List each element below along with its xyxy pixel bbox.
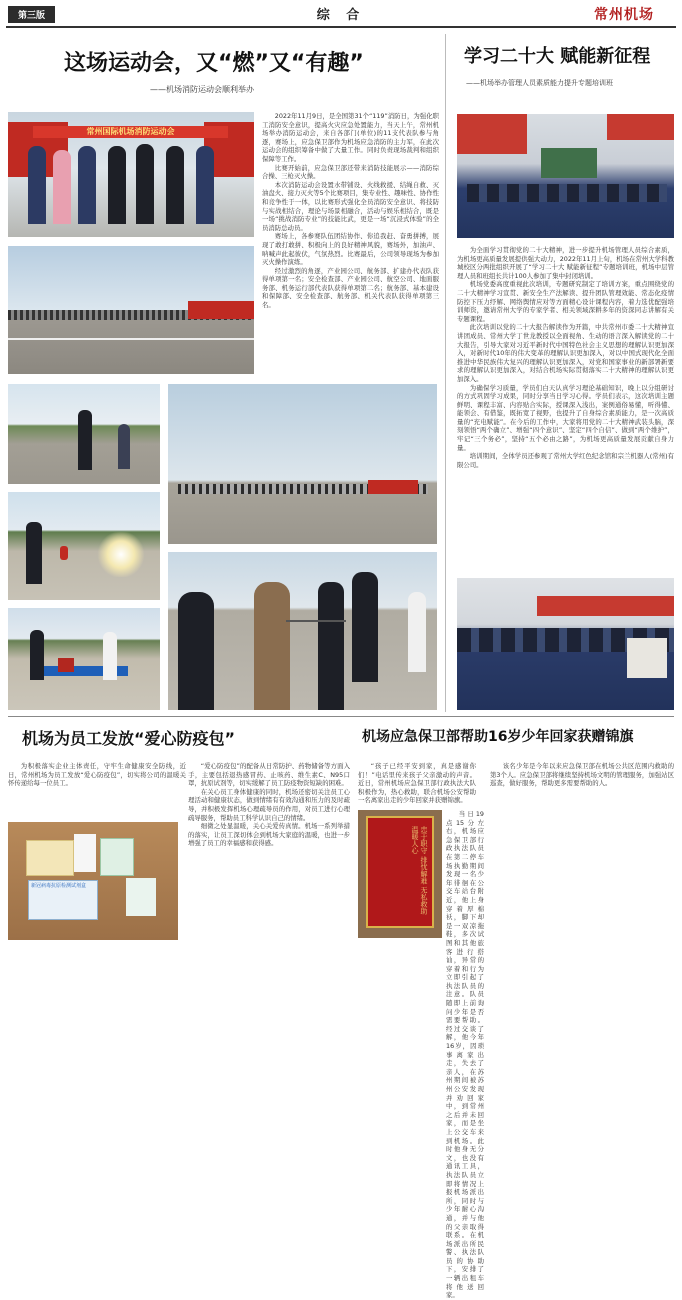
- photo-team-lineup: [8, 112, 254, 237]
- article3-paragraph: 为积极落实企业主体责任，守牢生命健康安全防线，近日，常州机场为员工发放“爱心防疫包”，切实将公司的温暖关怀传递给每一位员工。: [8, 762, 186, 788]
- article3-paragraph: “爱心防疫包”的配备从日常防护、药物储备等方面入手，主要包括退热感冒药、止咳药、维生素C、N95口罩，抗原试剂等，切实缓解了员工防疫物资短缺的困难。: [188, 762, 350, 788]
- article1-paragraph: 经过激烈的角逐，产业园公司、航务部、扩建办代表队获得单项第一名；安全检查部、产业园公司、航空公司、地面服务部、机务运行部代表队获得单项第二名；航务部、基本建设和保障部、安全检查部、航务部、机关代表队获得单项第三名。: [262, 266, 439, 310]
- article2-paragraph: 为确保学习质量，学员们白天认真学习理论基础知识，晚上以分组研讨的方式巩固学习成果，同时分享当日学习心得。学员们表示，这次培训主题鲜明、课程丰富、内容贴合实际，授课深入浅出，案例通俗易懂，听得懂、能领会、有借鉴，既拓宽了视野，也提升了自身综合素质能力，是一次高质量的“充电赋能”。在今后的工作中，大家将用党的二十大精神武装头脑，深刻领悟“两个确立”、增强“四个意识”、坚定“四个自信”、做到“两个维护”，牢记“三个务必”，坚持“五个必由之路”，为机场更高质量发展贡献自身力量。: [457, 383, 674, 452]
- event-banner: 常州国际机场消防运动会: [33, 126, 228, 138]
- photo-runner: [8, 384, 160, 484]
- article3-title: 机场为员工发放“爱心防疫包”: [22, 729, 236, 748]
- article2-subtitle: ——机场举办管理人员素质能力提升专题培训班: [466, 79, 613, 87]
- article1-paragraph: 本次消防运动会设置水带铺设、火线救援、结绳自救、灭油盘火、接力灭火等5个比赛项目，集专业性、趣味性、协作性和竞争性于一体，以比赛形式强化全员消防安全意识、将技防与实战相结合，理论与场景相融合，活动与娱乐相结合，既是一场“挑战消防专业”的技能比武，更是一场“沉浸式体验”的全员消防总动员。: [262, 180, 439, 232]
- header-rule: [6, 26, 676, 28]
- article3-paragraph: 在关心员工身体健康的同时，机场还密切关注员工心理活动和健康状态，做到情绪有有效沟通和压力的及时疏导，并积极发挥机场心理疏导员的作用，对员工进行心理疏导服务，帮助员工科学认识自己的情绪。: [188, 787, 350, 822]
- column-divider: [445, 34, 446, 712]
- photo-pennant: [358, 810, 442, 938]
- article2-title: 学习二十大 赋能新征程: [464, 46, 651, 67]
- pennant-line2: 无私救助 温暖人心: [411, 826, 428, 915]
- photo-care-package: [8, 822, 178, 940]
- photo-relay-race: [168, 384, 437, 544]
- article4-body-narrow: [446, 810, 484, 1300]
- article4-paragraph: “孩子已经平安到家，真是感谢你们！”电话里传来孩子父亲激动的声音。近日，常州机场应急保卫部行政执法大队积极作为，热心救助，联合机场公安帮助一名离家出走的少年回家并获赠锦旗。: [358, 762, 476, 805]
- article1-title: 这场运动会，又“燃”又“有趣”: [64, 51, 364, 76]
- article3-body-lead: [8, 762, 186, 818]
- masthead-logo: 常州机场: [594, 7, 654, 23]
- article2-paragraph: 为全面学习贯彻党的二十大精神，进一步提升机场管理人员综合素质，为机场更高质量发展提供强大动力，2022年11月上旬，机场在常州大学科教城校区分两批组织开展了“学习二十大 赋能新征程”专题培训班，机场中层管理人员和班组长共计100人参加了集中封闭培训。: [457, 246, 674, 280]
- article4-body-lead: [358, 762, 476, 808]
- article2-paragraph: 此次培训以党的二十大报告解读作为开篇，中共常州市委二十大精神宣讲团成员、常州大学丁世龙教授以全面视角、生动的语言深入解读党的二十大报告，引导大家对习近平新时代中国特色社会主义思想的理解认识更加深入，对新时代10年的伟大变革的理解认识更加深入，对以中国式现代化全面推进中华民族伟大复兴的理解认识更加深入，对党和国家事业的新部署新要求的理解认识更加深入，对结合机场实际贯彻落实二十大精神的理解认识更加深入。: [457, 323, 674, 383]
- article2-paragraph: 机场党委高度重视此次培训，专题研究制定了培训方案，重点围绕党的二十大精神学习宣贯、新安全生产法解读、提升团队管理效能、常态化疫情防控下压力纾解、网络舆情应对等方面精心设计课程内容，着力选优配强培训师资，邀请常州大学的专家学者、相关领域深耕多年的资深同志讲解有关专题课程。: [457, 280, 674, 323]
- article4-paragraph: 当日19点15分左右，机场应急保卫部行政执法队员在第二停车场执勤期间发现一名少年徘徊在公交车站台附近，他上身穿着厚棉袄，脚下却是一双凉拖鞋，多次试图和其他旅客进行搭讪，异常的穿着和行为立即引起了执法队员的注意。队员随即上前询问少年是否需要帮助。经过交谈了解，他今年16岁，因琐事离家出走，失去了亲人，在苏州期间被苏州公安发现并劝回家中，到常州之后并未回家，而是坐上公交车来到机场。此时他身无分文，也没有通讯工具，执法队员立即将情况上报机场派出所，同时与少年耐心沟通，并与他的父亲取得联系。在机场派出所民警、执法队员的协助下，安排了一辆出租车将他送回家。: [446, 810, 484, 1300]
- article1-paragraph: 赛场上，各参赛队伍团结协作、你追我赶、奋勇拼搏，展现了敢打敢拼、积极向上的良好精神风貌，赛场外，加油声、呐喊声此起彼伏，气氛热烈。比赛最后，公司领导现场为参加灭火操作演练。: [262, 232, 439, 267]
- article1-subtitle: ——机场消防运动会顺利举办: [150, 85, 254, 94]
- photo-fire-extinguisher: [8, 492, 160, 600]
- article3-body: [188, 762, 350, 942]
- photo-training-class: [457, 114, 674, 238]
- section-title: 综 合: [316, 8, 366, 23]
- photo-stretcher-rescue: [8, 608, 160, 710]
- photo-rope-knot: [168, 552, 437, 710]
- photo-training-lecture: [457, 578, 674, 710]
- article3-paragraph: 细微之处显温暖，关心关爱传真情。机场一系列举措的落实，让员工深切体会到机场大家庭的温暖，也进一步增强了员工的幸福感和获得感。: [188, 822, 350, 848]
- page-number: 第三版: [8, 6, 55, 23]
- article4-title: 机场应急保卫部帮助16岁少年回家获赠锦旗: [362, 729, 634, 745]
- article2-body: [457, 246, 674, 572]
- photo-event-field: [8, 246, 254, 374]
- section-divider: [8, 716, 674, 717]
- article1-body: [262, 112, 439, 374]
- article1-paragraph: 2022年11月9日，是全国第31个“119”消防日，为强化职工消防安全意识，提高火灾应急处置能力，当天上午，常州机场举办消防运动会，来自各部门(单位)的11支代表队参与角逐，赛场上，应急保卫部作为机场应急消防的主力军，在此次运动会的组织筹备中做了大量工作。同时负责现场裁判和组织保障等工作。: [262, 112, 439, 163]
- pennant-line1: 忠于职守 排忧解难: [420, 826, 428, 885]
- article4-body: [490, 762, 674, 942]
- article2-paragraph: 培训期间，全体学员还参观了常州大学红色纪念馆和宗兰机器人(常州)有限公司。: [457, 452, 674, 469]
- article1-paragraph: 比赛开始前，应急保卫部还带来消防技能展示——消防综合操、三枪灭火操。: [262, 163, 439, 181]
- article4-paragraph: 该名少年是今年以来应急保卫部在机场公共区范围内救助的第3个人。应急保卫部将继续坚持机场文明的管理服务，加强站区巡查，做好服务，帮助更多需要帮助的人。: [490, 762, 674, 788]
- test-kit-box: 新冠病毒抗原检测试剂盒: [28, 880, 98, 920]
